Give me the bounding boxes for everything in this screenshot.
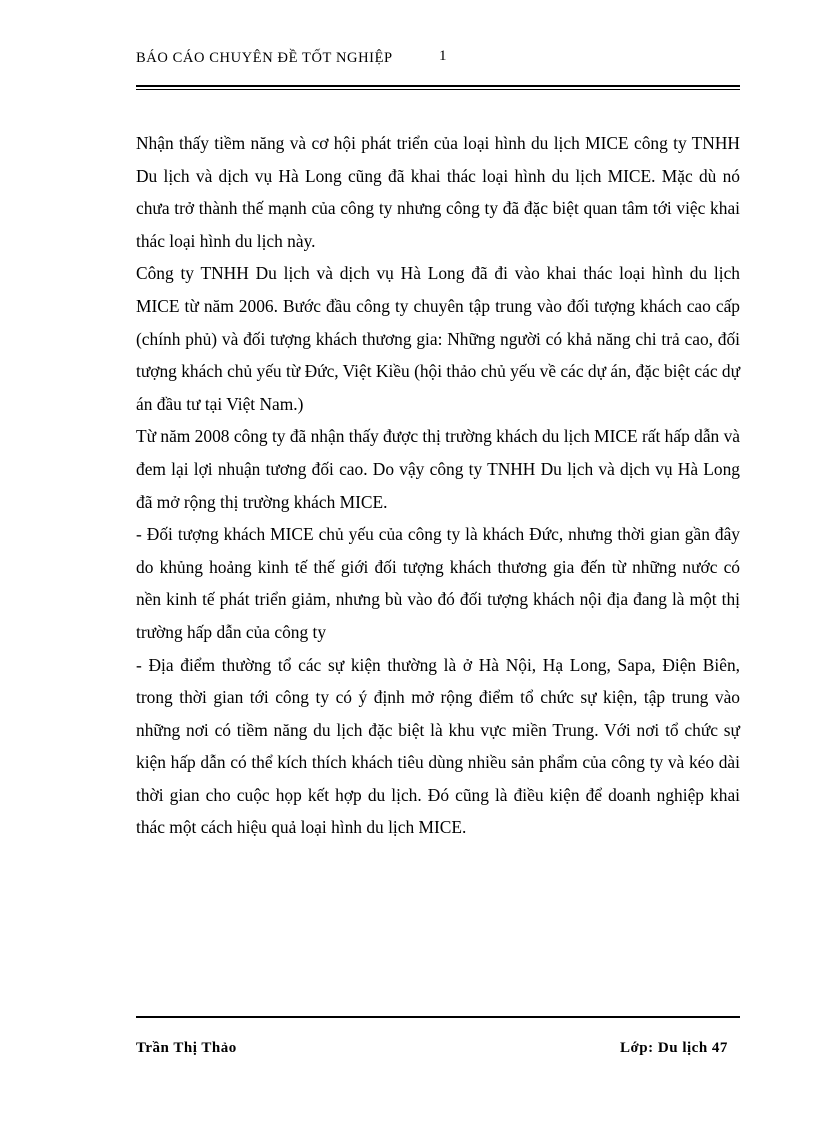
header-title: BÁO CÁO CHUYÊN ĐỀ TỐT NGHIỆP bbox=[136, 50, 393, 66]
paragraph: - Địa điểm thường tổ các sự kiện thường là ở Hà Nội, Hạ Long, Sapa, Điện Biên, trong thời gian tới công ty có ý định mở rộng điểm tổ chức sự kiện, tập trung vào những nơi có tiềm năng du lịch đặc biệt là khu vực miền Trung. Với nơi tổ chức sự kiện hấp dẫn có thể kích thích khách tiêu dùng nhiều sản phẩm của công ty và kéo dài thời gian cho cuộc họp kết hợp du lịch. Đó cũng là điều kiện để doanh nghiệp khai thác một cách hiệu quả loại hình du lịch MICE. bbox=[136, 654, 740, 838]
footer-class: Lớp: Du lịch 47 bbox=[620, 1040, 728, 1056]
header-divider bbox=[136, 85, 740, 87]
document-body bbox=[136, 127, 740, 844]
page-header bbox=[136, 48, 740, 70]
paragraph: Từ năm 2008 công ty đã nhận thấy được thị trường khách du lịch MICE rất hấp dẫn và đem lại lợi nhuận tương đối cao. Do vậy công ty TNHH Du lịch và dịch vụ Hà Long đã mở rộng thị trường khách MICE. bbox=[136, 426, 740, 512]
footer-author: Trần Thị Thảo bbox=[136, 1040, 237, 1056]
paragraph: - Đối tượng khách MICE chủ yếu của công ty là khách Đức, nhưng thời gian gần đây do khủng hoảng kinh tế thế giới đối tượng khách thương gia đến từ những nước có nền kinh tế phát triển giảm, nhưng bù vào đó đối tượng khách nội địa đang là một thị trường hấp dẫn của công ty bbox=[136, 524, 740, 642]
header-divider-thin bbox=[136, 89, 740, 90]
footer-divider bbox=[136, 1016, 740, 1018]
paragraph: Nhận thấy tiềm năng và cơ hội phát triển của loại hình du lịch MICE công ty TNHH Du lịch và dịch vụ Hà Long cũng đã khai thác loại hình du lịch MICE. Mặc dù nó chưa trở thành thế mạnh của công ty nhưng công ty đã đặc biệt quan tâm tới việc khai thác loại hình du lịch này. bbox=[136, 133, 740, 251]
page-number: 1 bbox=[439, 48, 447, 64]
paragraph: Công ty TNHH Du lịch và dịch vụ Hà Long đã đi vào khai thác loại hình du lịch MICE từ năm 2006. Bước đầu công ty chuyên tập trung vào đối tượng khách cao cấp (chính phủ) và đối tượng khách thương gia: Những người có khả năng chi trả cao, đối tượng khách chủ yếu từ Đức, Việt Kiều (hội thảo chủ yếu về các dự án, đặc biệt các dự án đầu tư tại Việt Nam.) bbox=[136, 263, 741, 414]
